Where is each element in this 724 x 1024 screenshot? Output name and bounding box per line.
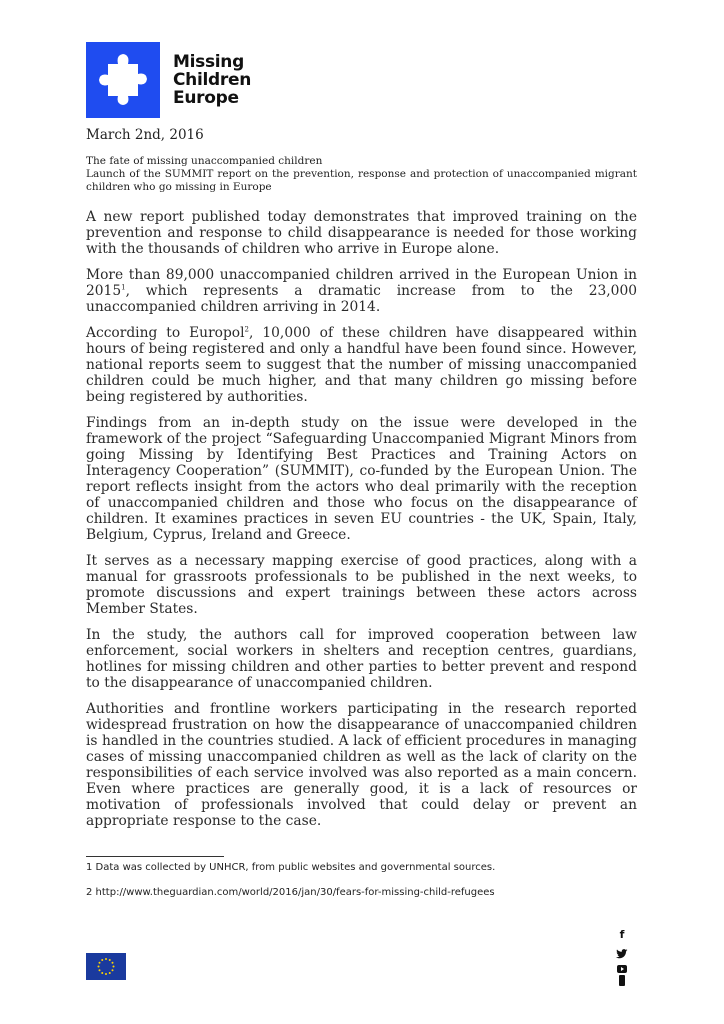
paragraph-7: Authorities and frontline workers participating in the research reported widespread frustration on how the disappearance of unaccompanied children is handled in the countries studied. A lack of efficient procedures in managing cases of missing unaccompanied children as well as the lack of clarity on the responsibilities of each service involved was also reported as a main concern. Even where practices are generally good, it is a lack of resources or motivation of professionals involved that could delay or prevent an appropriate response to the case. bbox=[86, 701, 637, 829]
paragraph-2-text-b: , which represents a dramatic increase from to the 23,000 unaccompanied children arriving in 2014. bbox=[86, 283, 637, 316]
article-body bbox=[86, 210, 637, 840]
missing-children-europe-logo bbox=[86, 42, 251, 118]
subtitle: Launch of the SUMMIT report on the prevention, response and protection of unaccompanied migrant children who go missing in Europe bbox=[86, 168, 637, 193]
social-links bbox=[614, 929, 630, 991]
paragraph-3-text-b: , 10,000 of these children have disappeared within hours of being registered and only a handful have been found since. However, national reports seem to suggest that the number of missing unaccompanied children could be much higher, and that many children go missing before being registered by authorities. bbox=[86, 325, 637, 406]
youtube-icon[interactable] bbox=[616, 965, 628, 991]
footnote-1: 1 Data was collected by UNHCR, from public websites and governmental sources. bbox=[86, 862, 496, 873]
paragraph-3 bbox=[86, 326, 637, 406]
footnote-divider bbox=[86, 856, 224, 857]
paragraph-3-text-a: According to Europol bbox=[86, 325, 245, 342]
puzzle-piece-icon bbox=[86, 42, 160, 118]
footnote-ref-2: 2 bbox=[244, 325, 249, 334]
eu-flag-icon bbox=[86, 953, 126, 980]
logo-line-2: Children bbox=[173, 70, 252, 90]
footnote-2: 2 http://www.theguardian.com/world/2016/jan/30/fears-for-missing-child-refugees bbox=[86, 887, 495, 898]
paragraph-2-text-a: More than 89,000 unaccompanied children arrived in the European Union in 2015 bbox=[86, 267, 637, 300]
paragraph-2 bbox=[86, 268, 637, 316]
paragraph-5: It serves as a necessary mapping exercise of good practices, along with a manual for grassroots professionals to be published in the next weeks, to promote discussions and expert trainings between these actors across Member States. bbox=[86, 553, 637, 617]
facebook-icon[interactable]: f bbox=[619, 928, 625, 941]
logo-line-1: Missing bbox=[173, 52, 244, 72]
paragraph-6: In the study, the authors call for improved cooperation between law enforcement, social workers in shelters and reception centres, guardians, hotlines for missing children and other parties to better prevent and respond to the disappearance of unaccompanied children. bbox=[86, 627, 637, 692]
twitter-icon[interactable] bbox=[616, 944, 628, 963]
paragraph-4: Findings from an in-depth study on the issue were developed in the framework of the project “Safeguarding Unaccompanied Migrant Minors from going Missing by Identifying Best Practices and Training Actors on Interagency Cooperation” (SUMMIT), co-funded by the European Union. The report reflects insight from the actors who deal primarily with the reception of unaccompanied children and those who focus on the disappearance of children. It examines practices in seven EU countries - the UK, Spain, Italy, Belgium, Cyprus, Ireland and Greece. bbox=[86, 415, 637, 543]
footnote-ref-1: 1 bbox=[121, 283, 126, 292]
logo-line-3: Europe bbox=[173, 88, 239, 108]
press-release-date: March 2nd, 2016 bbox=[86, 127, 204, 143]
paragraph-1: A new report published today demonstrates that improved training on the prevention and response to child disappearance is needed for those working with the thousands of children who arrive in Europe alone. bbox=[86, 209, 637, 257]
heading-block bbox=[86, 155, 637, 194]
logo-wordmark bbox=[173, 53, 251, 107]
page-title: The fate of missing unaccompanied children bbox=[86, 155, 323, 167]
